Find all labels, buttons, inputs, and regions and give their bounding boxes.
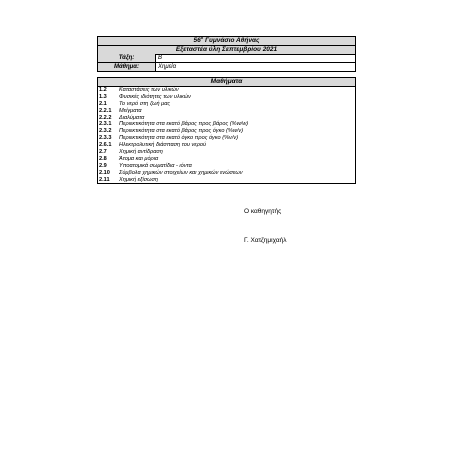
courses-table	[97, 77, 356, 184]
school-title: Γυμνάσιο Αθήνας	[203, 37, 260, 44]
course-name: Άτομα και μόρια	[119, 155, 159, 162]
course-row	[98, 170, 355, 177]
course-row	[98, 94, 355, 101]
course-number: 2.2.2	[99, 114, 112, 121]
header-block	[97, 36, 356, 55]
course-name: Μείγματα	[119, 107, 142, 114]
course-number: 2.3.3	[99, 135, 112, 142]
class-label: Τάξη:	[98, 54, 156, 62]
info-block	[97, 54, 356, 72]
course-name: Ηλεκτρολυτική διάσπαση του νερού	[119, 142, 207, 149]
course-name: Διαλύματα	[119, 114, 145, 121]
course-number: 2.6.1	[99, 142, 112, 149]
course-number: 2.1	[99, 100, 107, 107]
school-number: 56	[193, 37, 201, 44]
course-number: 2.9	[99, 162, 107, 169]
course-name: Περιεκτικότητα στα εκατό βάρος προς βάρος (%w/w)	[119, 121, 249, 128]
class-value: Β	[158, 55, 163, 61]
course-name: Υποατομικά σωματίδια - ιόντα	[119, 162, 192, 169]
exam-title: Εξεταστέα ύλη Σεπτεμβρίου 2021	[98, 46, 355, 54]
course-row	[98, 156, 355, 163]
course-name: Περιεκτικότητα στα εκατό όγκο προς όγκο (%v/v)	[119, 135, 239, 142]
course-number: 1.3	[99, 93, 107, 100]
course-name: Το νερό στη ζωή μας	[119, 100, 171, 107]
class-row	[98, 54, 355, 63]
course-row	[98, 108, 355, 115]
school-ordinal: ο	[200, 35, 204, 40]
course-number: 2.3.2	[99, 128, 112, 135]
course-name: Περιεκτικότητα στα εκατό βάρος προς όγκο (%w/v)	[119, 128, 244, 135]
subject-row	[98, 63, 355, 71]
course-number: 2.10	[99, 169, 110, 176]
course-number: 1.2	[99, 87, 107, 93]
course-number: 2.8	[99, 155, 107, 162]
course-name: Φυσικές ιδιότητες των υλικών	[119, 93, 191, 100]
signature-role: Ο καθηγητής	[244, 208, 282, 215]
course-row	[98, 149, 355, 156]
course-number: 2.11	[99, 176, 110, 183]
course-number: 2.3.1	[99, 121, 112, 128]
course-number: 2.7	[99, 149, 107, 156]
course-name: Χημική αντίδραση	[119, 149, 163, 156]
course-row	[98, 101, 355, 108]
course-name: Χημική εξίσωση	[119, 176, 159, 183]
school-name	[98, 37, 355, 46]
course-row	[98, 177, 355, 184]
signature-name: Γ. Χατζημιχαήλ	[244, 237, 287, 244]
subject-value: Χημεία	[158, 64, 177, 70]
course-row	[98, 163, 355, 170]
course-number: 2.2.1	[99, 107, 112, 114]
subject-label: Μάθημα:	[98, 63, 156, 71]
course-rows	[98, 87, 355, 183]
course-name: Καταστάσεις των υλικών	[119, 87, 179, 93]
course-row	[98, 142, 355, 149]
courses-title: Μαθήματα	[98, 78, 355, 87]
course-name: Σύμβολα χημικών στοιχείων και χημικών ενώσεων	[119, 169, 243, 176]
course-row	[98, 87, 355, 94]
